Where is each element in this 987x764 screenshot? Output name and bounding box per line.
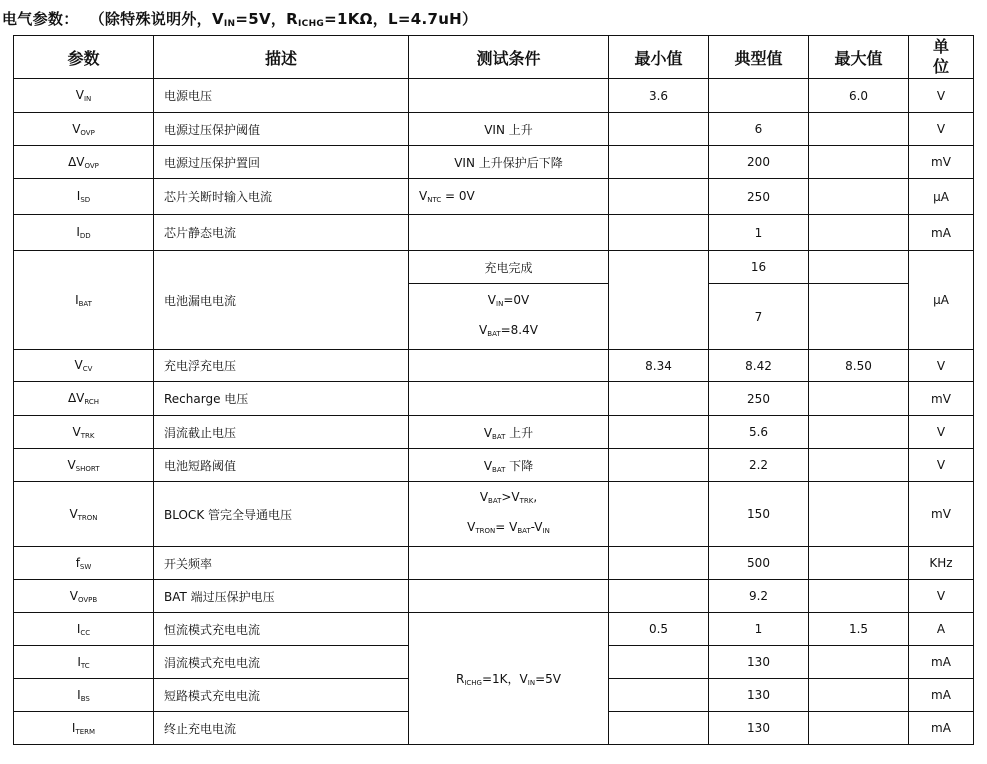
- param-symbol: $f_{SW}$: [14, 547, 154, 580]
- param-typ: 9.2: [709, 580, 809, 613]
- param-desc: 芯片关断时输入电流: [154, 179, 409, 215]
- param-max: [809, 382, 909, 416]
- param-unit: μA: [909, 179, 974, 215]
- param-typ: 250: [709, 382, 809, 416]
- param-min: [609, 482, 709, 547]
- param-desc: 短路模式充电电流: [154, 679, 409, 712]
- param-unit: mA: [909, 679, 974, 712]
- param-min: [609, 251, 709, 350]
- param-max: [809, 284, 909, 350]
- param-typ: 8.42: [709, 350, 809, 382]
- param-min: [609, 646, 709, 679]
- param-cond: 充电完成: [409, 251, 609, 284]
- param-desc: BAT 端过压保护电压: [154, 580, 409, 613]
- param-symbol: $V_{TRK}$: [14, 416, 154, 449]
- param-symbol: $V_{IN}$: [14, 79, 154, 113]
- param-unit: mV: [909, 146, 974, 179]
- electrical-parameters-table: [13, 35, 974, 745]
- param-max: [809, 113, 909, 146]
- param-unit: mA: [909, 646, 974, 679]
- param-symbol: $I_{CC}$: [14, 613, 154, 646]
- header-row: [14, 36, 974, 79]
- param-cond: [409, 382, 609, 416]
- header-unit: 单 位: [909, 36, 974, 79]
- param-symbol: $V_{CV}$: [14, 350, 154, 382]
- title-condition-open: （除特殊说明外，V: [89, 10, 224, 28]
- param-unit: V: [909, 580, 974, 613]
- param-cond: $V_{BAT}$ 上升: [409, 416, 609, 449]
- param-min: [609, 146, 709, 179]
- param-desc: Recharge 电压: [154, 382, 409, 416]
- table-row: [14, 449, 974, 482]
- table-row: [14, 179, 974, 215]
- param-typ: 150: [709, 482, 809, 547]
- header-max: 最大值: [809, 36, 909, 79]
- param-cond: VIN 上升保护后下降: [409, 146, 609, 179]
- param-cond-shared: $R_{ICHG}=1K$，$V_{IN}=5V$: [409, 613, 609, 745]
- param-symbol: $I_{SD}$: [14, 179, 154, 215]
- param-unit: mV: [909, 482, 974, 547]
- param-cond: VIN 上升: [409, 113, 609, 146]
- param-desc: 充电浮充电压: [154, 350, 409, 382]
- param-typ: 130: [709, 712, 809, 745]
- param-symbol: $I_{TERM}$: [14, 712, 154, 745]
- param-min: [609, 382, 709, 416]
- title-prefix: 电气参数：: [2, 10, 79, 28]
- header-min: 最小值: [609, 36, 709, 79]
- title-r-val: =1KΩ，L=4.7uH）: [324, 10, 478, 28]
- param-typ: 16: [709, 251, 809, 284]
- table-row: [14, 416, 974, 449]
- param-typ: 7: [709, 284, 809, 350]
- param-unit: V: [909, 350, 974, 382]
- param-max: [809, 679, 909, 712]
- param-cond: [409, 79, 609, 113]
- header-cond: 测试条件: [409, 36, 609, 79]
- param-desc: 恒流模式充电电流: [154, 613, 409, 646]
- param-min: 0.5: [609, 613, 709, 646]
- param-symbol: $\Delta V_{RCH}$: [14, 382, 154, 416]
- param-desc: 涓流模式充电电流: [154, 646, 409, 679]
- param-symbol: $V_{OVP}$: [14, 113, 154, 146]
- param-min: 3.6: [609, 79, 709, 113]
- param-cond: [409, 215, 609, 251]
- param-symbol: $V_{OVPB}$: [14, 580, 154, 613]
- table-row: [14, 547, 974, 580]
- param-typ: 250: [709, 179, 809, 215]
- param-typ: 6: [709, 113, 809, 146]
- param-unit: V: [909, 113, 974, 146]
- param-min: [609, 416, 709, 449]
- param-unit: V: [909, 449, 974, 482]
- param-max: [809, 482, 909, 547]
- title-vin-val: =5V，R: [235, 10, 299, 28]
- param-unit: V: [909, 416, 974, 449]
- param-typ: 500: [709, 547, 809, 580]
- param-desc: 涓流截止电压: [154, 416, 409, 449]
- param-max: 6.0: [809, 79, 909, 113]
- param-symbol: $I_{TC}$: [14, 646, 154, 679]
- table-row: [14, 146, 974, 179]
- header-desc: 描述: [154, 36, 409, 79]
- param-max: [809, 251, 909, 284]
- param-typ: 130: [709, 679, 809, 712]
- param-unit: KHz: [909, 547, 974, 580]
- param-typ: 1: [709, 613, 809, 646]
- param-desc: 电池短路阈值: [154, 449, 409, 482]
- title-r-sub: ICHG: [298, 19, 325, 29]
- param-symbol: $I_{BS}$: [14, 679, 154, 712]
- param-min: [609, 580, 709, 613]
- param-max: [809, 547, 909, 580]
- table-row: [14, 382, 974, 416]
- title-vin-sub: IN: [223, 19, 236, 29]
- param-unit: V: [909, 79, 974, 113]
- param-max: [809, 646, 909, 679]
- param-desc: 终止充电电流: [154, 712, 409, 745]
- param-cond: [409, 350, 609, 382]
- param-min: [609, 712, 709, 745]
- table-row: [14, 79, 974, 113]
- param-desc: 电池漏电电流: [154, 251, 409, 350]
- param-unit: μA: [909, 251, 974, 350]
- param-min: 8.34: [609, 350, 709, 382]
- param-cond: $V_{IN}=0V$ $V_{BAT}=8.4V$: [409, 284, 609, 350]
- param-max: 8.50: [809, 350, 909, 382]
- param-min: [609, 547, 709, 580]
- param-min: [609, 679, 709, 712]
- param-cond: $V_{BAT}>V_{TRK}$, $V_{TRON}= V_{BAT}-V_{IN}$: [409, 482, 609, 547]
- param-desc: BLOCK 管完全导通电压: [154, 482, 409, 547]
- param-symbol: $I_{BAT}$: [14, 251, 154, 350]
- param-max: [809, 416, 909, 449]
- param-symbol: $V_{TRON}$: [14, 482, 154, 547]
- table-row: [14, 580, 974, 613]
- param-max: 1.5: [809, 613, 909, 646]
- section-title: [2, 8, 477, 29]
- param-symbol: $I_{DD}$: [14, 215, 154, 251]
- param-max: [809, 146, 909, 179]
- param-desc: 电源电压: [154, 79, 409, 113]
- param-desc: 芯片静态电流: [154, 215, 409, 251]
- param-cond: [409, 580, 609, 613]
- param-typ: [709, 79, 809, 113]
- param-max: [809, 215, 909, 251]
- param-cond: $V_{NTC} = 0V$: [409, 179, 609, 215]
- param-max: [809, 580, 909, 613]
- param-unit: mA: [909, 712, 974, 745]
- param-unit: mV: [909, 382, 974, 416]
- param-max: [809, 179, 909, 215]
- table-row: [14, 251, 974, 284]
- table-row: [14, 113, 974, 146]
- param-max: [809, 449, 909, 482]
- table-row: [14, 350, 974, 382]
- param-desc: 电源过压保护置回: [154, 146, 409, 179]
- param-desc: 开关频率: [154, 547, 409, 580]
- param-cond: [409, 547, 609, 580]
- param-symbol: $V_{SHORT}$: [14, 449, 154, 482]
- param-cond: $V_{BAT}$ 下降: [409, 449, 609, 482]
- param-unit: A: [909, 613, 974, 646]
- table-row: [14, 482, 974, 547]
- param-min: [609, 215, 709, 251]
- table-row: [14, 215, 974, 251]
- param-typ: 5.6: [709, 416, 809, 449]
- table-row: [14, 613, 974, 646]
- param-min: [609, 113, 709, 146]
- param-typ: 1: [709, 215, 809, 251]
- param-min: [609, 179, 709, 215]
- param-min: [609, 449, 709, 482]
- param-unit: mA: [909, 215, 974, 251]
- param-desc: 电源过压保护阈值: [154, 113, 409, 146]
- header-typ: 典型值: [709, 36, 809, 79]
- param-max: [809, 712, 909, 745]
- param-typ: 200: [709, 146, 809, 179]
- header-param: 参数: [14, 36, 154, 79]
- param-typ: 130: [709, 646, 809, 679]
- param-symbol: $\Delta V_{OVP}$: [14, 146, 154, 179]
- param-typ: 2.2: [709, 449, 809, 482]
